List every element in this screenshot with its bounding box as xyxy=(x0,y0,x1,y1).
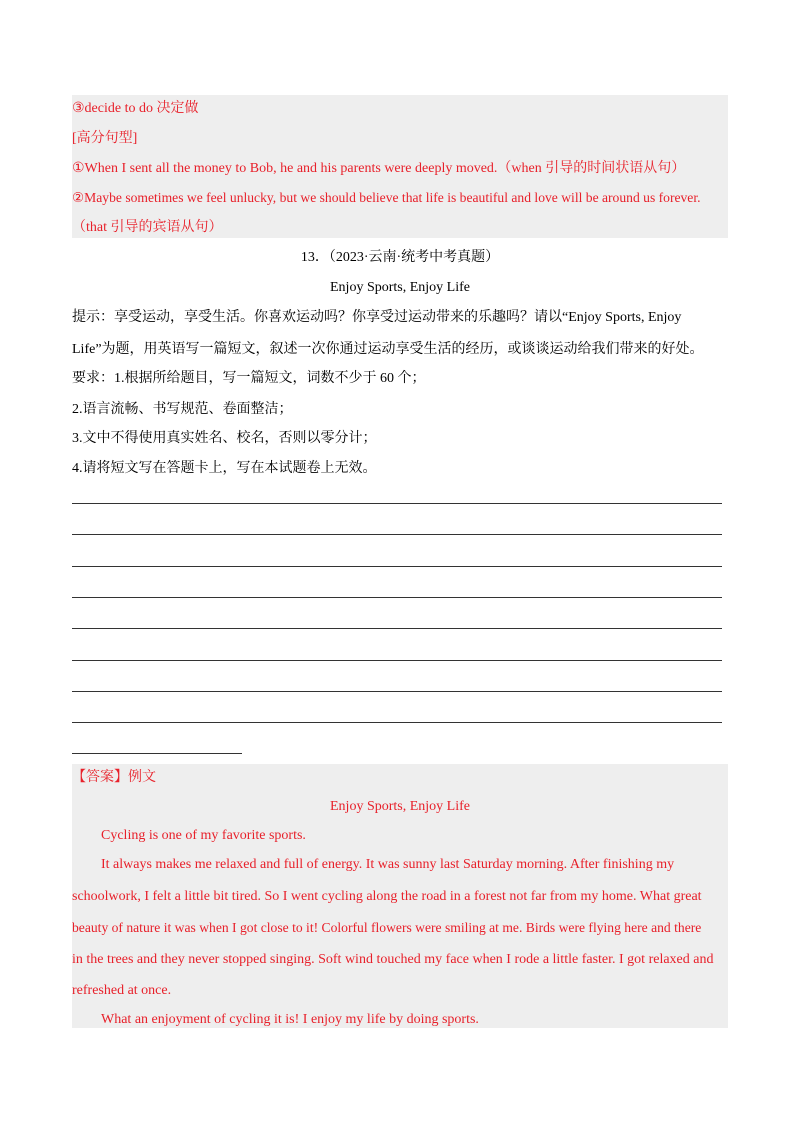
writing-line xyxy=(72,722,722,723)
phrase-item-3: ③decide to do 决定做 xyxy=(72,101,199,116)
answer-title: Enjoy Sports, Enjoy Life xyxy=(330,799,470,814)
writing-line xyxy=(72,503,722,504)
writing-line xyxy=(72,660,722,661)
answer-paragraph-2-line-4: in the trees and they never stopped singing. Soft wind touched my face when I rode a little faster. I got relaxed and xyxy=(72,952,714,967)
writing-line xyxy=(72,534,722,535)
answer-label: 【答案】例文 xyxy=(72,770,156,785)
writing-line xyxy=(72,691,722,692)
prompt-line-1: 提示：享受运动，享受生活。你喜欢运动吗？你享受过运动带来的乐趣吗？请以“Enjoy Sports, Enjoy xyxy=(72,310,682,325)
answer-paragraph-2-line-3: beauty of nature it was when I got close to it! Colorful flowers were smiling at me. Birds were flying here and there xyxy=(72,920,702,935)
section-heading: [高分句型] xyxy=(72,131,138,146)
question-title: Enjoy Sports, Enjoy Life xyxy=(330,280,470,295)
writing-line xyxy=(72,628,722,629)
answer-paragraph-2-line-5: refreshed at once. xyxy=(72,983,172,998)
answer-paragraph-2-line-2: schoolwork, I felt a little bit tired. So I went cycling along the road in a forest not far from my home. What great xyxy=(72,889,702,904)
prompt-line-2: Life”为题，用英语写一篇短文，叙述一次你通过运动享受生活的经历，或谈谈运动给我们带来的好处。 xyxy=(72,342,704,357)
answer-paragraph-3: What an enjoyment of cycling it is! I enjoy my life by doing sports. xyxy=(101,1012,479,1027)
question-number: 13．（2023·云南·统考中考真题） xyxy=(300,250,500,265)
answer-paragraph-2-line-1: It always makes me relaxed and full of energy. It was sunny last Saturday morning. After finishing my xyxy=(101,857,675,872)
writing-line xyxy=(72,566,722,567)
requirement-3: 3.文中不得使用真实姓名、校名，否则以零分计； xyxy=(72,431,377,446)
requirement-4: 4.请将短文写在答题卡上，写在本试题卷上无效。 xyxy=(72,461,377,476)
requirement-1: 要求：1.根据所给题目，写一篇短文，词数不少于 60 个； xyxy=(72,371,426,386)
writing-line-short xyxy=(72,753,242,754)
sentence-2-line-2: （that 引导的宾语从句） xyxy=(72,220,223,235)
sentence-2-line-1: ②Maybe sometimes we feel unlucky, but we should believe that life is beautiful and love will be around us forever. xyxy=(72,190,701,205)
requirement-2: 2.语言流畅、书写规范、卷面整洁； xyxy=(72,402,293,417)
sentence-1: ①When I sent all the money to Bob, he and his parents were deeply moved.（when 引导的时间状语从句） xyxy=(72,161,686,176)
writing-line xyxy=(72,597,722,598)
answer-paragraph-1: Cycling is one of my favorite sports. xyxy=(101,828,306,843)
